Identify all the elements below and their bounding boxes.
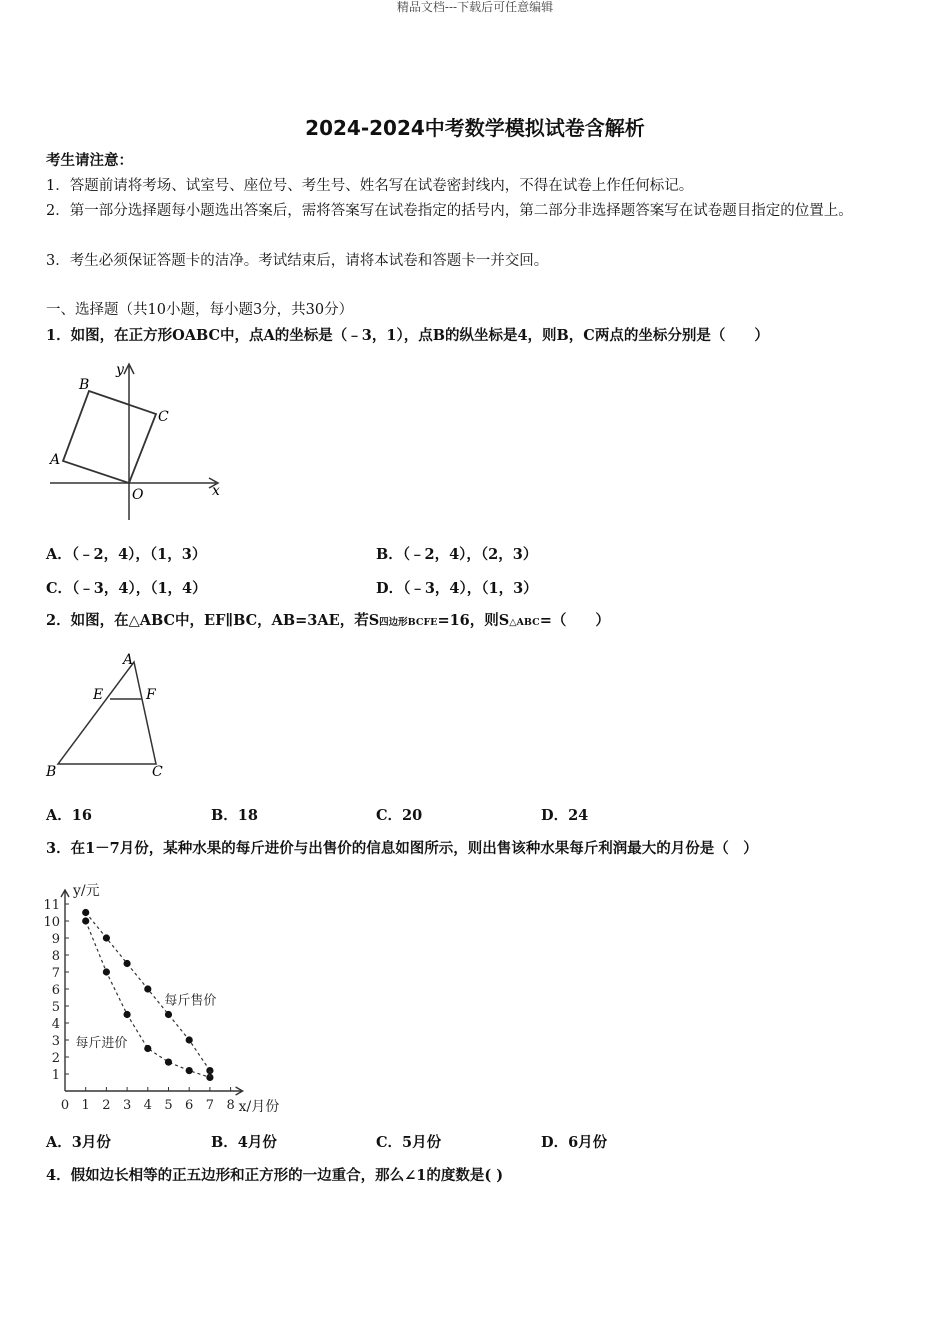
data-point [144, 985, 151, 992]
x-tick-label: 3 [122, 1098, 132, 1113]
x-tick-label: 6 [185, 1098, 194, 1113]
q2-option-a[interactable]: A．16 [46, 807, 92, 824]
data-point [82, 917, 89, 924]
q1-stem: 1．如图，在正方形OABC中，点A的坐标是（﹣3，1），点B的纵坐标是4，则B，C两点的坐标分别是（ ） [46, 327, 769, 344]
q2-stem [46, 611, 610, 633]
q3-option-d[interactable]: D．6月份 [541, 1134, 608, 1151]
q2-stem-part-b: =16，则S [437, 612, 510, 629]
q2-label-b: B [46, 764, 57, 780]
y-axis-title: y/元 [73, 883, 100, 899]
q2-option-c[interactable]: C．20 [376, 807, 423, 824]
data-point [82, 909, 89, 916]
q4-stem: 4．假如边长相等的正五边形和正方形的一边重合，那么∠1的度数是( ) [46, 1167, 504, 1184]
q2-label-c: C [152, 764, 163, 780]
data-point [206, 1067, 213, 1074]
q2-stem-sub-abc: △ABC [509, 617, 540, 628]
y-tick-label: 5 [51, 1000, 60, 1015]
q1-option-d[interactable]: D．（﹣3，4），（1，3） [376, 580, 538, 597]
q3-stem: 3．在1－7月份，某种水果的每斤进价与出售价的信息如图所示，则出售该种水果每斤利润最大的月份是（ ） [46, 840, 758, 857]
data-point [165, 1011, 172, 1018]
y-tick-label: 6 [51, 983, 60, 998]
q2-stem-sub-quad: 四边形BCFE [379, 617, 438, 628]
y-tick-label: 2 [51, 1051, 60, 1066]
q2-stem-part-a: 2．如图，在△ABC中，EF∥BC，AB=3AE，若S [46, 612, 380, 629]
x-tick-label: 4 [143, 1098, 152, 1113]
section-heading: 一、选择题（共10小题，每小题3分，共30分） [46, 302, 354, 318]
q3-price-chart [40, 870, 300, 1120]
y-tick-label: 7 [51, 966, 60, 981]
q2-stem-part-c: =（ ） [539, 612, 610, 629]
series-label: 每斤售价 [164, 993, 217, 1009]
q2-triangle-figure [46, 652, 176, 782]
q2-label-f: F [146, 687, 156, 703]
notice-item-3: 3．考生必须保证答题卡的洁净。考试结束后，请将本试卷和答题卡一并交回。 [46, 253, 549, 269]
x-tick-label: 0 [60, 1098, 70, 1113]
q2-label-a: A [123, 652, 134, 668]
y-tick-label: 8 [51, 949, 60, 964]
x-axis-title: x/月份 [238, 1099, 280, 1115]
y-tick-label: 9 [51, 932, 60, 947]
q2-label-e: E [93, 687, 104, 703]
data-point [103, 968, 110, 975]
x-tick-label: 5 [164, 1098, 173, 1113]
data-point [124, 1011, 131, 1018]
q1-label-b: B [79, 377, 90, 393]
y-tick-label: 11 [43, 898, 60, 913]
data-point [124, 960, 131, 967]
x-tick-label: 1 [81, 1098, 90, 1113]
x-tick-label: 2 [102, 1098, 111, 1113]
q3-option-b[interactable]: B．4月份 [211, 1134, 277, 1151]
q3-option-a[interactable]: A．3月份 [46, 1134, 111, 1151]
q1-label-x: x [212, 483, 220, 499]
data-point [103, 934, 110, 941]
q1-option-c[interactable]: C．（﹣3，4），（1，4） [46, 580, 207, 597]
q1-option-a[interactable]: A．（﹣2，4），（1，3） [46, 546, 207, 563]
q3-option-c[interactable]: C．5月份 [376, 1134, 442, 1151]
data-point [186, 1036, 193, 1043]
y-tick-label: 10 [43, 915, 60, 930]
y-tick-label: 4 [51, 1017, 60, 1032]
x-tick-label: 8 [226, 1098, 235, 1113]
page-title: 2024-2024中考数学模拟试卷含解析 [305, 116, 645, 140]
q1-option-b[interactable]: B．（﹣2，4），（2，3） [376, 546, 538, 563]
q1-label-a: A [50, 452, 61, 468]
data-point [165, 1059, 172, 1066]
y-tick-label: 1 [51, 1068, 60, 1083]
notice-heading: 考生请注意： [46, 152, 133, 169]
x-tick-label: 7 [205, 1098, 215, 1113]
data-point [186, 1067, 193, 1074]
notice-item-1: 1．答题前请将考场、试室号、座位号、考生号、姓名写在试卷密封线内，不得在试卷上作任何标记。 [46, 178, 694, 194]
q1-label-c: C [158, 409, 169, 425]
header-note: 精品文档---下载后可任意编辑 [396, 0, 554, 14]
q2-option-d[interactable]: D．24 [541, 807, 589, 824]
q2-option-b[interactable]: B．18 [211, 807, 258, 824]
y-tick-label: 3 [51, 1034, 60, 1049]
q1-square-figure [46, 360, 226, 525]
notice-item-2: 2．第一部分选择题每小题选出答案后，需将答案写在试卷指定的括号内，第二部分非选择题答案写在试卷题目指定的位置上。 [46, 203, 853, 219]
q1-label-y: y [116, 362, 124, 378]
q1-label-o: O [132, 487, 144, 503]
data-point [144, 1045, 151, 1052]
series-label: 每斤进价 [75, 1035, 128, 1051]
